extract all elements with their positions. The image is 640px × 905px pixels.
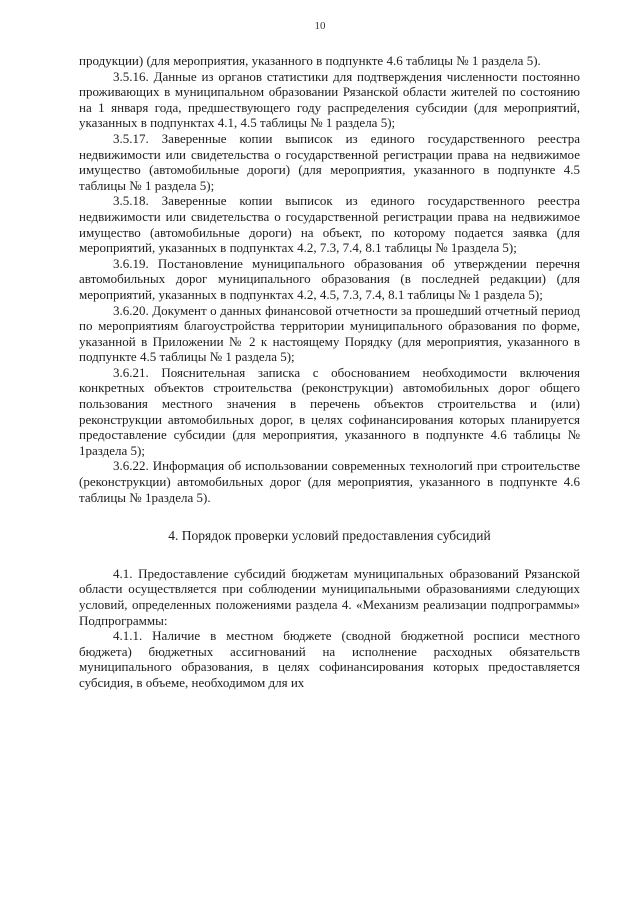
paragraph-3-6-20: 3.6.20. Документ о данных финансовой отчетности за прошедший отчетный период по мероприятиям благоустройства территории муниципального образования по форме, указанной в Приложении № 2 к настоящему Порядку (для мероприятия, указанного в подпункте 4.5 таблицы № 1 раздела 5); (79, 302, 580, 365)
paragraph-3-6-21: 3.6.21. Пояснительная записка с обоснованием необходимости включения конкретных объектов строительства (реконструкции) автомобильных дорог общего пользования местного значения в перечень объектов строительства и (или) реконструкции автомобильных дорог, в целях софинансирования которых планируется предоставление субсидии (для мероприятия, указанного в подпункте 4.6 таблицы № 1раздела 5); (79, 364, 580, 458)
paragraph-4-1: 4.1. Предоставление субсидий бюджетам муниципальных образований Рязанской области осуществляется при соблюдении муниципальными образованиями следующих условий, определенных положениями раздела 4. «Механизм реализации подпрограммы» Подпрограммы: (79, 565, 580, 628)
paragraph-3-6-19: 3.6.19. Постановление муниципального образования об утверждении перечня автомобильных дорог муниципального образования (в последней редакции) (для мероприятий, указанных в подпунктах 4.2, 4.5, 7.3, 7.4, 8.1 таблицы № 1 раздела 5); (79, 255, 580, 302)
paragraph-3-5-16: 3.5.16. Данные из органов статистики для подтверждения численности постоянно проживающих в муниципальном образовании Рязанской области жителей по состоянию на 1 января года, предшествующего году распределения субсидии (для мероприятий, указанных в подпунктах 4.1, 4.5 таблицы № 1 раздела 5); (79, 68, 580, 131)
paragraph-3-5-18: 3.5.18. Заверенные копии выписок из единого государственного реестра недвижимости или свидетельства о государственной регистрации права на недвижимое имущество (автомобильные дороги) на объект, по которому подается заявка (для мероприятий, указанных в подпунктах 4.2, 7.3, 7.4, 8.1 таблицы № 1раздела 5); (79, 193, 580, 256)
section-heading: 4. Порядок проверки условий предоставления субсидий (168, 528, 491, 544)
page-number: 10 (314, 20, 326, 32)
paragraph-continuation: продукции) (для мероприятия, указанного в подпункте 4.6 таблицы № 1 раздела 5). (79, 53, 541, 68)
paragraph-3-5-17: 3.5.17. Заверенные копии выписок из единого государственного реестра недвижимости или свидетельства о государственной регистрации права на недвижимое имущество (автомобильные дороги) (для мероприятия, указанного в подпункте 4.5 таблицы № 1 раздела 5); (79, 130, 580, 193)
paragraph-3-6-22: 3.6.22. Информация об использовании современных технологий при строительстве (реконструкции) автомобильных дорог (для мероприятия, указанного в подпункте 4.6 таблицы № 1раздела 5). (79, 458, 580, 505)
document-body (79, 53, 580, 691)
paragraph-4-1-1: 4.1.1. Наличие в местном бюджете (сводной бюджетной росписи местного бюджета) бюджетных ассигнований на исполнение расходных обязательств муниципального образования, в целях софинансирования которых предоставляется субсидия, в объеме, необходимом для их (79, 628, 580, 690)
